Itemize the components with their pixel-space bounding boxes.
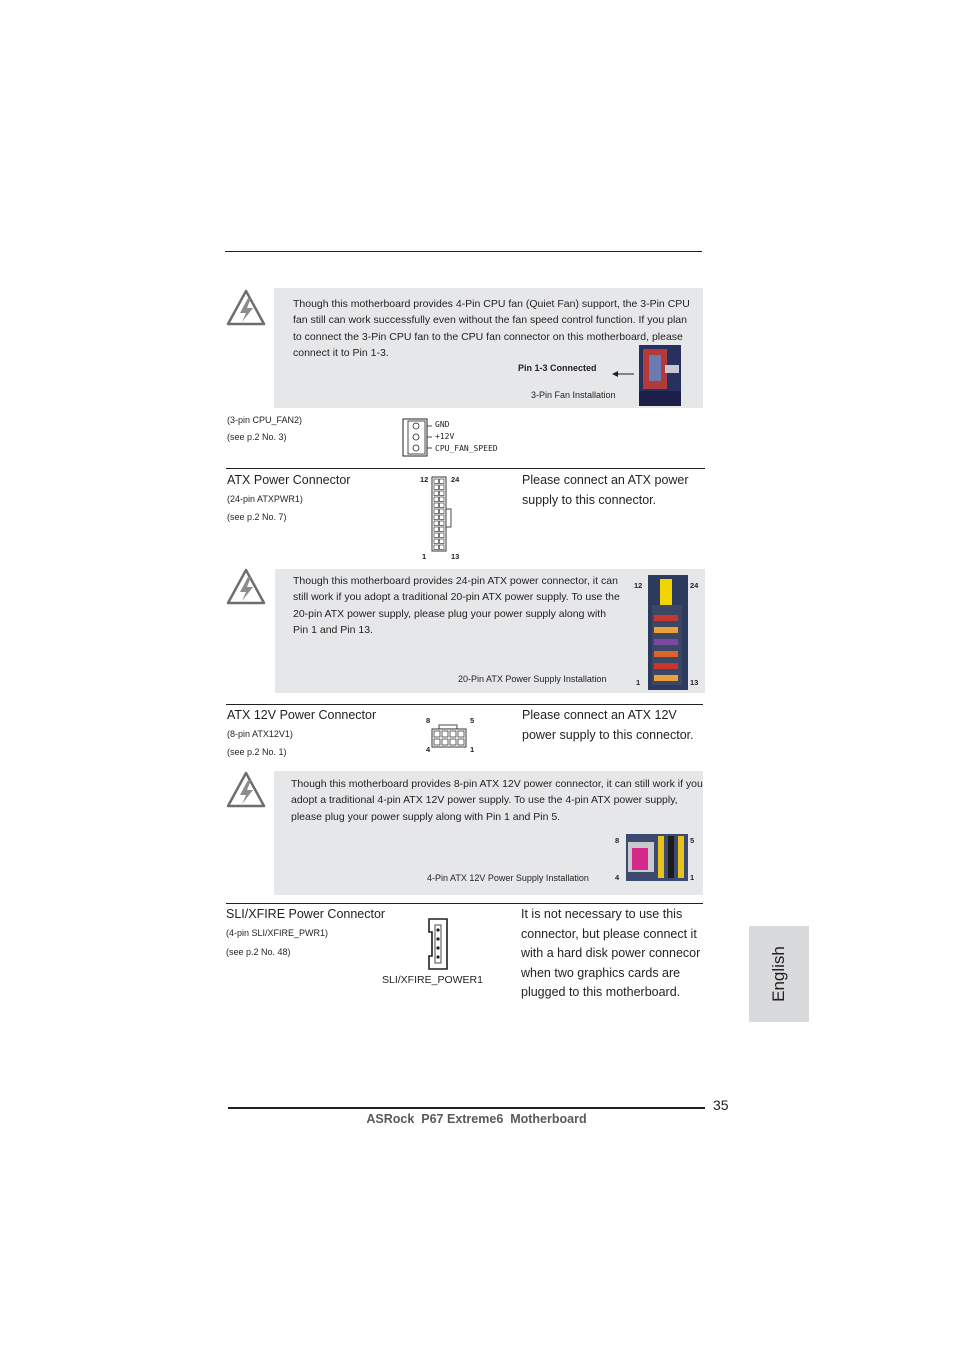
section-rule-1 — [226, 468, 705, 469]
atx12v-8pin-connector-diagram — [431, 724, 467, 748]
sli-connector-label: SLI/XFIRE_POWER1 — [382, 974, 483, 986]
atx-note-pin-1: 1 — [636, 678, 641, 687]
cpu-fan2-pin-12v: +12V — [435, 432, 455, 441]
atx-pin-12: 12 — [420, 475, 429, 484]
atx12v-note-pin-4: 4 — [615, 873, 620, 882]
warning-icon — [225, 770, 267, 810]
atx12v-pin-8: 8 — [426, 716, 431, 725]
atx-pin-13: 13 — [451, 552, 460, 561]
sli-ref: (see p.2 No. 48) — [226, 947, 291, 957]
atx-pin-24: 24 — [451, 475, 460, 484]
atx-power-title: ATX Power Connector — [227, 473, 351, 487]
atx-note-pin-13: 13 — [690, 678, 699, 687]
cpu-fan2-pin-speed: CPU_FAN_SPEED — [435, 444, 498, 453]
language-tab — [749, 926, 809, 1022]
atx-install-photo — [648, 575, 688, 690]
cpu-fan2-connector-diagram — [402, 418, 432, 457]
section-rule-2 — [226, 704, 703, 705]
fan-pin-label: Pin 1-3 Connected — [518, 363, 597, 373]
warning-icon — [225, 288, 267, 328]
fan-install-caption: 3-Pin Fan Installation — [531, 390, 616, 400]
atx-note-pin-24: 24 — [690, 581, 699, 590]
atx12v-note-text: Though this motherboard provides 8-pin ATX 12V power connector, it can still work if you adopt a traditional 4-pin ATX 12V power supply. To use the 4-pin ATX power supply, please plug your power supply along with Pin 1 and Pin 5. — [291, 778, 703, 823]
atx12v-pin-5: 5 — [470, 716, 475, 725]
top-rule — [225, 251, 702, 252]
atx12v-install-caption: 4-Pin ATX 12V Power Supply Installation — [427, 873, 589, 883]
sli-title: SLI/XFIRE Power Connector — [226, 907, 386, 921]
atx-note-pin-12: 12 — [634, 581, 643, 590]
warning-icon — [225, 567, 267, 607]
atx-power-label: (24-pin ATXPWR1) — [227, 494, 303, 504]
atx-power-ref: (see p.2 No. 7) — [227, 512, 287, 522]
atx12v-pin-1: 1 — [470, 745, 475, 754]
atx-install-caption: 20-Pin ATX Power Supply Installation — [458, 674, 607, 684]
cpu-fan2-ref: (see p.2 No. 3) — [227, 432, 287, 442]
atx12v-label: (8-pin ATX12V1) — [227, 729, 293, 739]
fan-note-text: Though this motherboard provides 4-Pin CPU fan (Quiet Fan) support, the 3-Pin CPU fan still can work successfully even without the fan speed control function. If you plan to connect the 3-Pin CPU fan to the CPU fan connector on this motherboard, please connect it to Pin 1-3. — [293, 298, 690, 359]
sli-4pin-connector-diagram — [427, 918, 449, 970]
sli-desc: It is not necessary to use this connector, but please connect it with a hard disk power connecor when two graphics cards are plugged to this motherboard. — [521, 907, 701, 999]
atx-note-text: Though this motherboard provides 24-pin ATX power connector, it can still work if you adopt a traditional 20-pin ATX power supply. To use the 20-pin ATX power supply, please plug your power supply along with Pin 1 and Pin 13. — [293, 575, 620, 636]
atx12v-install-photo — [626, 834, 688, 881]
arrow-left-icon — [612, 365, 634, 373]
atx12v-ref: (see p.2 No. 1) — [227, 747, 287, 757]
atx12v-pin-4: 4 — [426, 745, 431, 754]
footer-text: ASRock P67 Extreme6 Motherboard — [366, 1112, 587, 1126]
language-tab-label: English — [769, 946, 788, 1002]
atx-power-desc: Please connect an ATX power supply to this connector. — [522, 473, 689, 507]
footer-rule — [228, 1107, 705, 1109]
atx12v-desc: Please connect an ATX 12V power supply to this connector. — [522, 708, 694, 742]
atx12v-title: ATX 12V Power Connector — [227, 708, 377, 722]
page-number: 35 — [713, 1097, 729, 1113]
section-rule-3 — [226, 903, 703, 904]
atx-24pin-connector-diagram — [431, 476, 453, 552]
cpu-fan2-pin-gnd: GND — [435, 420, 450, 429]
atx-pin-1: 1 — [422, 552, 427, 561]
fan-install-photo — [639, 345, 681, 406]
sli-label: (4-pin SLI/XFIRE_PWR1) — [226, 928, 329, 938]
atx12v-note-pin-1: 1 — [690, 873, 695, 882]
atx12v-note-pin-8: 8 — [615, 836, 620, 845]
atx12v-note-pin-5: 5 — [690, 836, 695, 845]
cpu-fan2-label: (3-pin CPU_FAN2) — [227, 415, 303, 425]
